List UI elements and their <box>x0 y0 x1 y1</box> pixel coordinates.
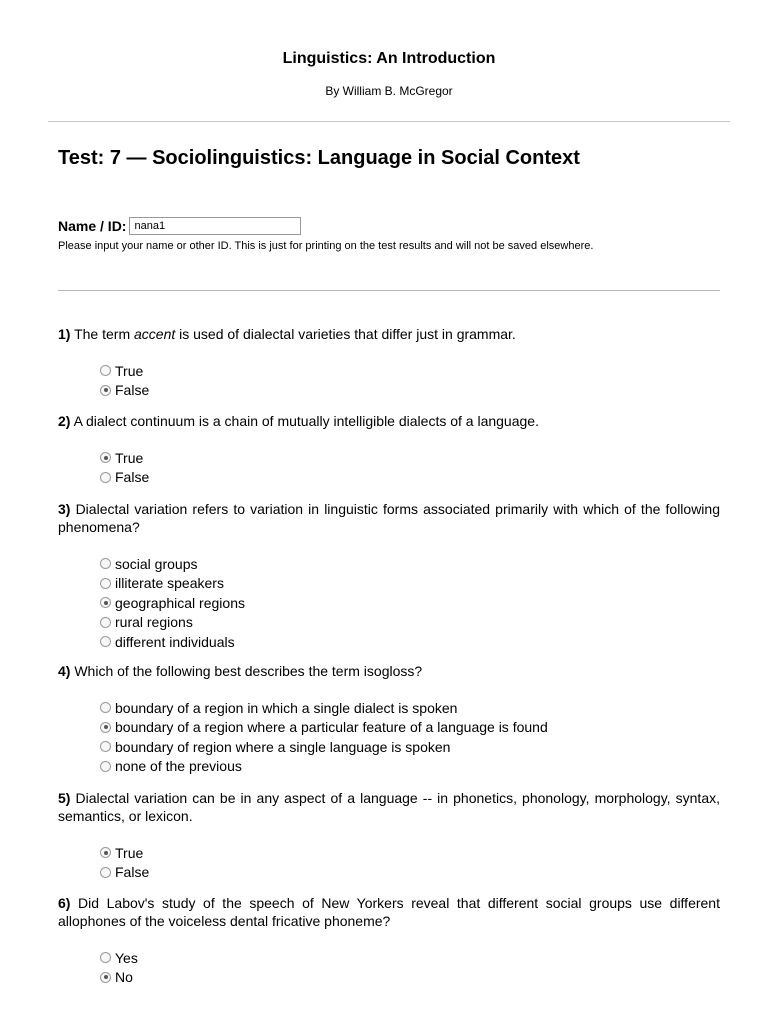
answer-option-label: social groups <box>115 555 198 572</box>
answer-option[interactable] <box>100 968 720 988</box>
radio-checked-icon[interactable] <box>100 452 111 463</box>
answer-option[interactable] <box>100 737 720 757</box>
question-4 <box>58 662 720 776</box>
question-1-text: 1) The term accent is used of dialectal varieties that differ just in grammar. <box>58 326 516 342</box>
radio-checked-icon[interactable] <box>100 722 111 733</box>
test-title: Test: 7 — Sociolinguistics: Language in Social Context <box>58 147 580 169</box>
question-2-text: 2) A dialect continuum is a chain of mutually intelligible dialects of a language. <box>58 413 539 429</box>
answer-option-label: boundary of a region in which a single dialect is spoken <box>115 699 458 716</box>
answer-option-label: rural regions <box>115 614 193 631</box>
question-1-options <box>58 361 720 400</box>
name-id-label: Name / ID: <box>58 218 127 234</box>
answer-option[interactable] <box>100 574 720 594</box>
header-divider <box>48 121 730 122</box>
answer-option[interactable] <box>100 448 720 468</box>
answer-option-label: boundary of a region where a particular feature of a language is found <box>115 719 548 736</box>
answer-option[interactable] <box>100 593 720 613</box>
answer-option[interactable] <box>100 843 720 863</box>
answer-option-label: True <box>115 449 144 466</box>
radio-unchecked-icon[interactable] <box>100 472 111 483</box>
radio-unchecked-icon[interactable] <box>100 741 111 752</box>
answer-option[interactable] <box>100 698 720 718</box>
question-6 <box>58 894 720 987</box>
answer-option-label: boundary of region where a single language is spoken <box>115 738 451 755</box>
question-2 <box>58 412 720 487</box>
question-1 <box>58 325 720 400</box>
radio-unchecked-icon[interactable] <box>100 702 111 713</box>
answer-option[interactable] <box>100 468 720 488</box>
question-5-text: 5) Dialectal variation can be in any aspect of a language -- in phonetics, phonology, morphology, syntax, semantics, or lexicon. <box>58 790 720 824</box>
answer-option-label: False <box>115 469 150 486</box>
radio-unchecked-icon[interactable] <box>100 578 111 589</box>
question-3-text: 3) Dialectal variation refers to variation in linguistic forms associated primarily with which of the following phenomena? <box>58 501 720 535</box>
question-number: 3) <box>58 501 71 517</box>
radio-unchecked-icon[interactable] <box>100 617 111 628</box>
answer-option[interactable] <box>100 381 720 401</box>
name-id-row <box>58 217 301 235</box>
radio-unchecked-icon[interactable] <box>100 365 111 376</box>
question-5 <box>58 789 720 882</box>
radio-unchecked-icon[interactable] <box>100 867 111 878</box>
answer-option-label: different individuals <box>115 633 235 650</box>
answer-option-label: True <box>115 844 144 861</box>
answer-option[interactable] <box>100 632 720 652</box>
question-number: 4) <box>58 663 71 679</box>
radio-checked-icon[interactable] <box>100 847 111 858</box>
answer-option[interactable] <box>100 613 720 633</box>
book-title: Linguistics: An Introduction <box>282 50 496 67</box>
question-6-options <box>58 948 720 987</box>
book-author: By William B. McGregor <box>325 84 453 98</box>
radio-checked-icon[interactable] <box>100 385 111 396</box>
answer-option-label: True <box>115 362 144 379</box>
radio-checked-icon[interactable] <box>100 597 111 608</box>
answer-option[interactable] <box>100 757 720 777</box>
radio-checked-icon[interactable] <box>100 972 111 983</box>
question-number: 2) <box>58 413 71 429</box>
section-divider <box>58 290 720 291</box>
question-4-text: 4) Which of the following best describes the term isogloss? <box>58 663 423 679</box>
name-id-input[interactable] <box>129 217 301 235</box>
radio-unchecked-icon[interactable] <box>100 761 111 772</box>
answer-option-label: illiterate speakers <box>115 575 224 592</box>
question-5-options <box>58 843 720 882</box>
question-3 <box>58 500 720 652</box>
answer-option[interactable] <box>100 554 720 574</box>
answer-option-label: geographical regions <box>115 594 245 611</box>
emphasized-term: accent <box>134 326 176 342</box>
name-id-help-text: Please input your name or other ID. This is just for printing on the test results and will not be saved elsewhere. <box>58 240 594 252</box>
radio-unchecked-icon[interactable] <box>100 636 111 647</box>
answer-option-label: False <box>115 382 150 399</box>
question-number: 1) <box>58 326 71 342</box>
answer-option[interactable] <box>100 948 720 968</box>
answer-option-label: Yes <box>115 949 138 966</box>
answer-option-label: none of the previous <box>115 758 242 775</box>
question-6-text: 6) Did Labov's study of the speech of New Yorkers reveal that different social groups use different allophones of the voiceless dental fricative phoneme? <box>58 895 720 929</box>
answer-option-label: No <box>115 969 133 986</box>
question-number: 5) <box>58 790 71 806</box>
radio-unchecked-icon[interactable] <box>100 558 111 569</box>
answer-option[interactable] <box>100 361 720 381</box>
question-number: 6) <box>58 895 71 911</box>
question-4-options <box>58 698 720 776</box>
answer-option-label: False <box>115 864 150 881</box>
radio-unchecked-icon[interactable] <box>100 952 111 963</box>
question-3-options <box>58 554 720 652</box>
answer-option[interactable] <box>100 718 720 738</box>
answer-option[interactable] <box>100 863 720 883</box>
question-2-options <box>58 448 720 487</box>
